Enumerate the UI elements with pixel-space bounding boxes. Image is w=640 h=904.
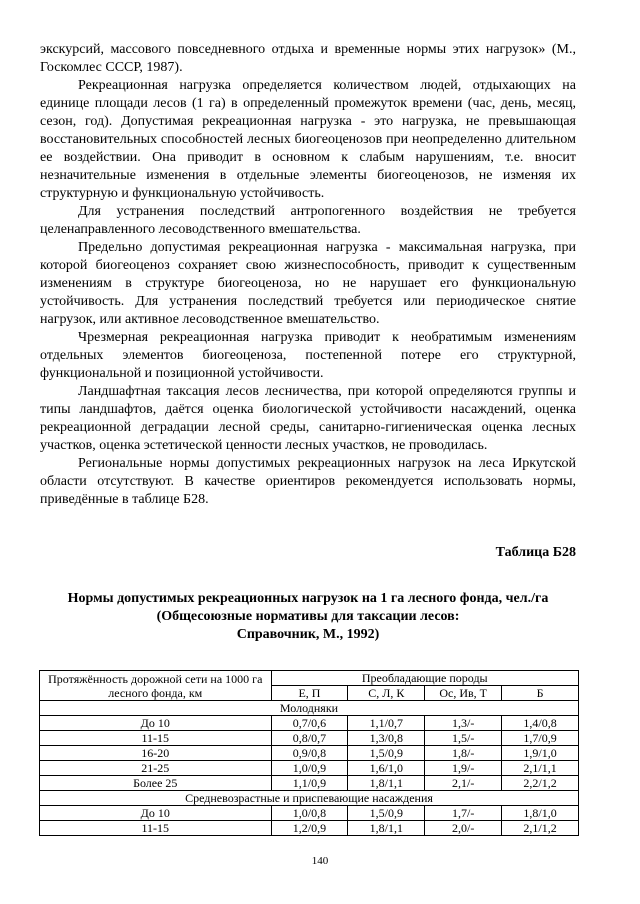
table-row <box>40 731 579 746</box>
cell: 2,2/1,2 <box>502 776 579 791</box>
cell: 2,1/- <box>425 776 502 791</box>
row-label: 21-25 <box>40 761 272 776</box>
row-label: До 10 <box>40 716 272 731</box>
table-label: Таблица Б28 <box>495 545 576 560</box>
row-label: До 10 <box>40 806 272 821</box>
table-row <box>40 761 579 776</box>
header-species: Преобладающие породы <box>271 671 578 686</box>
cell: 1,8/- <box>425 746 502 761</box>
paragraph: Для устранения последствий антропогенного воздействия не требуется целенаправленного лесоводственного вмешательства. <box>40 204 576 237</box>
cell: 1,8/1,0 <box>502 806 579 821</box>
cell: 2,1/1,2 <box>502 821 579 836</box>
row-label: 16-20 <box>40 746 272 761</box>
cell: 2,0/- <box>425 821 502 836</box>
cell: 1,2/0,9 <box>271 821 348 836</box>
cell: 0,8/0,7 <box>271 731 348 746</box>
cell: 1,1/0,7 <box>348 716 425 731</box>
cell: 1,7/0,9 <box>502 731 579 746</box>
cell: 1,5/0,9 <box>348 746 425 761</box>
cell: 1,0/0,8 <box>271 806 348 821</box>
paragraph: Региональные нормы допустимых рекреационных нагрузок на леса Иркутской области отсутствуют. В качестве ориентиров рекомендуется использовать нормы, приведённые в таблице Б28. <box>40 456 576 507</box>
body-text <box>40 41 576 509</box>
cell: 1,5/0,9 <box>348 806 425 821</box>
norms-table <box>39 670 579 836</box>
table-title-line: Справочник, М., 1992) <box>236 627 380 642</box>
section-title: Средневозрастные и приспевающие насаждения <box>40 791 579 806</box>
cell: 1,9/- <box>425 761 502 776</box>
cell: 1,3/0,8 <box>348 731 425 746</box>
header-column: Б <box>502 686 579 701</box>
paragraph: Чрезмерная рекреационная нагрузка приводит к необратимым изменениям отдельных элементов биогеоценоза, постепенной потере его структурной, функциональной и позиционной устойчивости. <box>40 330 576 381</box>
page-number: 140 <box>311 855 329 867</box>
table-title-line: Нормы допустимых рекреационных нагрузок на 1 га лесного фонда, чел./га <box>67 591 549 606</box>
section-title: Молодняки <box>40 701 579 716</box>
cell: 1,7/- <box>425 806 502 821</box>
cell: 1,0/0,9 <box>271 761 348 776</box>
cell: 2,1/1,1 <box>502 761 579 776</box>
cell: 1,1/0,9 <box>271 776 348 791</box>
row-label: 11-15 <box>40 731 272 746</box>
paragraph: Рекреационная нагрузка определяется количеством людей, отдыхающих на единице площади лесов (1 га) в определенный промежуток времени (час, день, месяц, сезон, год). Допустимая рекреационная нагрузка - это нагрузка, не превышающая восстановительных способностей лесных биогеоценозов при неопределенно длительном ее воздействии. Она приводит в основном к слабым нарушениям, т.е. вносит незначительные изменения в отдельные элементы биогеоценозов, не изменяя их структурную и функциональную устойчивость. <box>40 78 576 201</box>
table-row <box>40 821 579 836</box>
table-row <box>40 776 579 791</box>
cell: 1,8/1,1 <box>348 821 425 836</box>
table-title-line: (Общесоюзные нормативы для таксации лесов: <box>156 609 460 624</box>
header-column: С, Л, К <box>348 686 425 701</box>
cell: 0,9/0,8 <box>271 746 348 761</box>
cell: 0,7/0,6 <box>271 716 348 731</box>
cell: 1,8/1,1 <box>348 776 425 791</box>
cell: 1,6/1,0 <box>348 761 425 776</box>
cell: 1,5/- <box>425 731 502 746</box>
table-row <box>40 716 579 731</box>
cell: 1,4/0,8 <box>502 716 579 731</box>
paragraph: Ландшафтная таксация лесов лесничества, при которой определяются группы и типы ландшафтов, даётся оценка биологической устойчивости насаждений, оценка рекреационной деградации лесной среды, санитарно-гигиеническая оценка лесных участков, оценка эстетической ценности лесных участков, не проводилась. <box>40 384 576 453</box>
table-row <box>40 806 579 821</box>
row-label: Более 25 <box>40 776 272 791</box>
row-label: 11-15 <box>40 821 272 836</box>
paragraph: Предельно допустимая рекреационная нагрузка - максимальная нагрузка, при которой биогеоценоз сохраняет свою жизнеспособность, приводит к существенным изменениям в структуре биогеоценоза, но не нарушает его функциональную устойчивость. Для устранения последствий требуется или периодическое снятие нагрузок, или активное лесоводственное вмешательство. <box>40 240 576 327</box>
header-road-network: Протяжённость дорожной сети на 1000 га лесного фонда, км <box>40 671 272 701</box>
cell: 1,9/1,0 <box>502 746 579 761</box>
cell: 1,3/- <box>425 716 502 731</box>
header-column: Е, П <box>271 686 348 701</box>
paragraph: экскурсий, массового повседневного отдыха и временные нормы этих нагрузок» (М., Госкомлес СССР, 1987). <box>40 42 576 75</box>
table-title <box>40 590 576 644</box>
header-column: Ос, Ив, Т <box>425 686 502 701</box>
table-row <box>40 746 579 761</box>
